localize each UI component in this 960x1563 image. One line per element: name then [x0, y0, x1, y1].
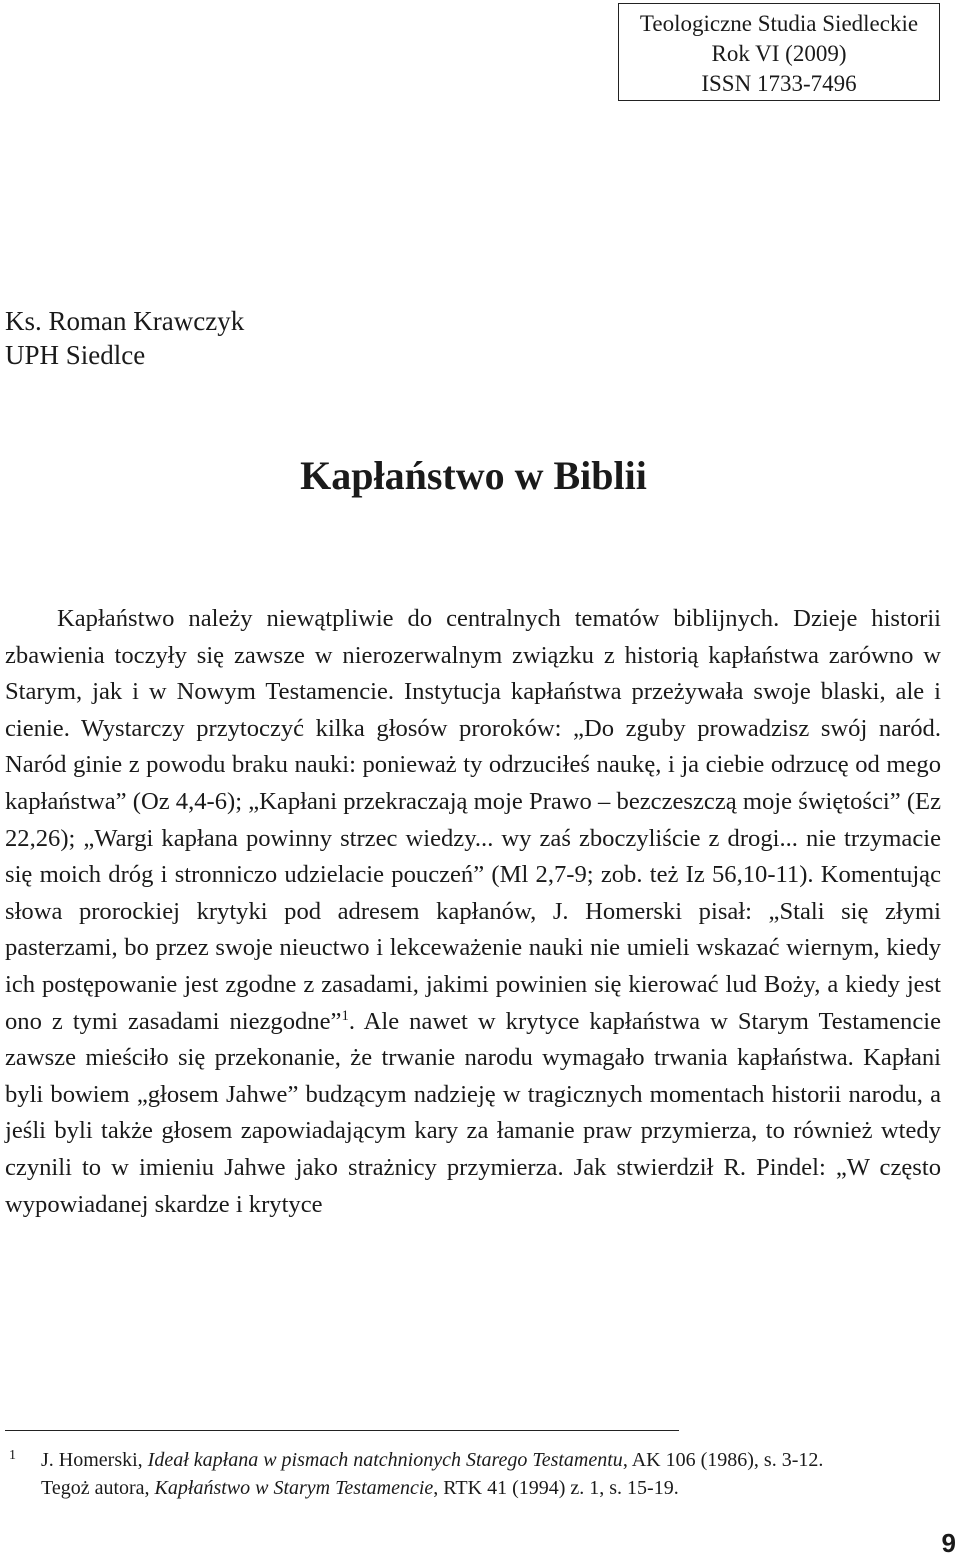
- footnote-line-1: [41, 1446, 941, 1474]
- author-block: [5, 304, 244, 372]
- footnote-separator: [5, 1430, 679, 1431]
- body-text-part2: . Ale nawet w krytyce kapłaństwa w Starym Testamencie zawsze mieściło się przekonanie, że trwanie narodu wymagało trwania kapłaństwa. Kapłani byli bowiem „głosem Jahwe” budzącym nadzieję w tragicznych momentach historii narodu, a jeśli byli także głosem zapowiadającym kary za łamanie praw przymierza, to również wtedy czynili to w imieniu Jahwe jako strażnicy przymierza. Jak stwierdził R. Pindel: „W często wypowiadanej skardze i krytyce: [5, 1007, 941, 1218]
- body-paragraph: [5, 601, 941, 1223]
- footnote-marker: 1: [9, 1448, 16, 1463]
- journal-year: Rok VI (2009): [711, 41, 847, 66]
- journal-issn: ISSN 1733-7496: [701, 71, 857, 96]
- page-number: 9: [941, 1528, 956, 1558]
- author-affiliation: UPH Siedlce: [5, 340, 146, 370]
- footnote-line-2: [41, 1474, 941, 1502]
- author-name: Ks. Roman Krawczyk: [5, 306, 245, 336]
- journal-header-box: [618, 3, 940, 101]
- footnote-author: J. Homerski,: [41, 1449, 148, 1471]
- footnote-reference[interactable]: 1: [341, 1007, 349, 1024]
- footnote-work-title-2: Kapłaństwo w Starym Testamencie: [154, 1477, 434, 1499]
- footnote-work-title: Ideał kapłana w pismach natchnionych Starego Testamentu: [147, 1449, 623, 1471]
- footnote-author-2: Tegoż autora,: [41, 1477, 155, 1499]
- footnote-text: [41, 1446, 941, 1502]
- article-title: Kapłaństwo w Biblii: [300, 453, 647, 498]
- footnotes: [5, 1446, 941, 1502]
- footnote-source: , AK 106 (1986), s. 3-12.: [622, 1449, 824, 1471]
- footnote-source-2: , RTK 41 (1994) z. 1, s. 15-19.: [433, 1477, 679, 1499]
- journal-name: Teologiczne Studia Siedleckie: [639, 11, 919, 36]
- body-text-part1: Kapłaństwo należy niewątpliwie do centralnych tematów biblijnych. Dzieje historii zbawienia toczyły się zawsze w nierozerwalnym związku z historią kapłaństwa zarówno w Starym, jak i w Nowym Testamencie. Instytucja kapłaństwa przeżywała swoje blaski, ale i cienie. Wystarczy przytoczyć kilka głosów proroków: „Do zguby prowadzisz swój naród. Naród ginie z powodu braku nauki: ponieważ ty odrzuciłeś naukę, i ja ciebie odrzucę od mego kapłaństwa” (Oz 4,4-6); „Kapłani przekraczają moje Prawo – bezczeszczą moje świętości” (Ez 22,26); „Wargi kapłana powinny strzec wiedzy... wy zaś zboczyliście z drogi... nie trzymacie się moich dróg i stronniczo udzielacie pouczeń” (Ml 2,7-9; zob. też Iz 56,10-11). Komentując słowa prorockiej krytyki pod adresem kapłanów, J. Homerski pisał: „Stali się złymi pasterzami, bo przez swoje nieuctwo i lekceważenie nauki nie umieli wskazać wiernym, kiedy ich postępowanie jest zgodne z zasadami, jakimi powinien się kierować lud Boży, a kiedy jest ono z tymi zasadami niezgodne”: [5, 605, 941, 1035]
- article-body: [5, 601, 941, 1223]
